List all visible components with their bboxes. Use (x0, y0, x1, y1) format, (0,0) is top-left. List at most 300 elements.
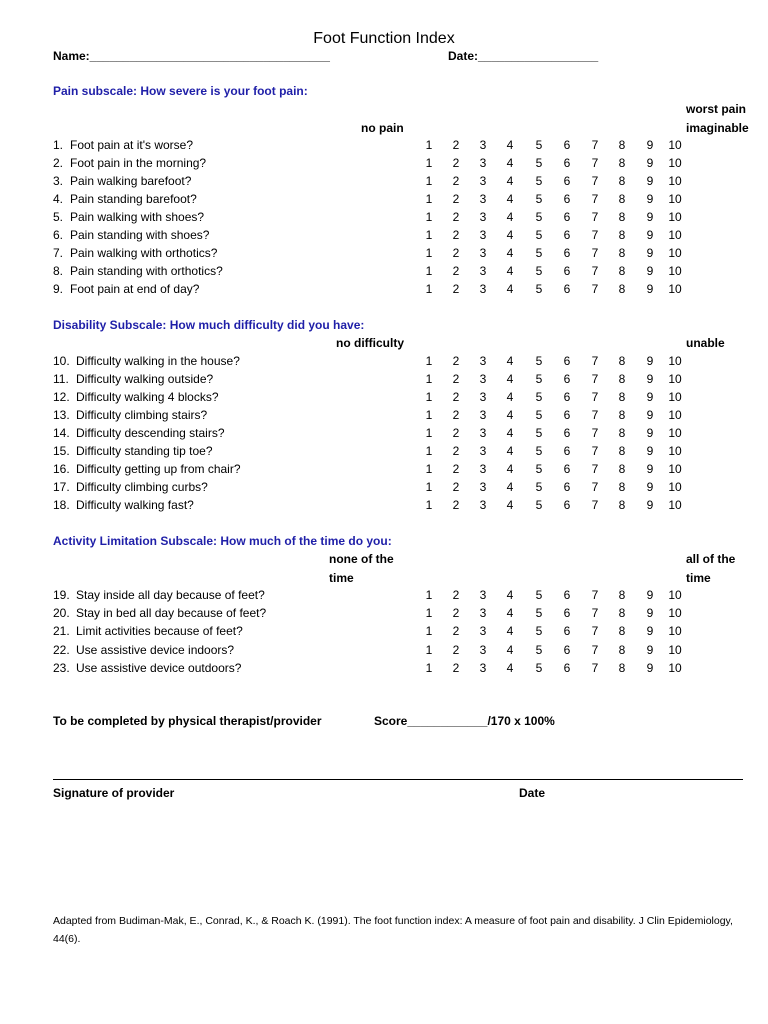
rating-option-4[interactable]: 4 (506, 390, 514, 404)
question-number: 9. (53, 282, 64, 296)
rating-option-1[interactable]: 1 (425, 498, 433, 512)
rating-option-1[interactable]: 1 (425, 174, 433, 188)
rating-option-2[interactable]: 2 (452, 498, 460, 512)
question-row (53, 208, 753, 226)
rating-option-6[interactable]: 6 (563, 210, 571, 224)
rating-option-6[interactable]: 6 (563, 264, 571, 278)
rating-option-7[interactable]: 7 (591, 372, 599, 386)
rating-option-6[interactable]: 6 (563, 156, 571, 170)
rating-option-1[interactable]: 1 (425, 354, 433, 368)
question-row (53, 442, 753, 460)
rating-option-10[interactable]: 10 (668, 480, 682, 494)
rating-option-9[interactable]: 9 (646, 408, 654, 422)
question-text: Pain standing barefoot? (70, 192, 197, 206)
rating-option-1[interactable]: 1 (425, 282, 433, 296)
rating-option-3[interactable]: 3 (479, 192, 487, 206)
rating-option-10[interactable]: 10 (668, 210, 682, 224)
question-text: Pain walking with orthotics? (70, 246, 218, 260)
rating-option-3[interactable]: 3 (479, 246, 487, 260)
rating-option-10[interactable]: 10 (668, 282, 682, 296)
rating-option-2[interactable]: 2 (452, 426, 460, 440)
rating-option-2[interactable]: 2 (452, 264, 460, 278)
rating-option-4[interactable]: 4 (506, 246, 514, 260)
rating-option-9[interactable]: 9 (646, 624, 654, 639)
rating-option-1[interactable]: 1 (425, 372, 433, 386)
question-text: Difficulty getting up from chair? (76, 462, 241, 476)
rating-option-1[interactable]: 1 (425, 228, 433, 242)
rating-option-2[interactable]: 2 (452, 246, 460, 260)
rating-option-7[interactable]: 7 (591, 246, 599, 260)
rating-option-1[interactable]: 1 (425, 246, 433, 260)
rating-option-3[interactable]: 3 (479, 372, 487, 386)
question-text: Foot pain at it's worse? (70, 138, 194, 152)
rating-option-10[interactable]: 10 (668, 408, 682, 422)
rating-option-7[interactable]: 7 (591, 408, 599, 422)
rating-option-6[interactable]: 6 (563, 354, 571, 368)
question-text: Foot pain at end of day? (70, 282, 200, 296)
rating-option-4[interactable]: 4 (506, 264, 514, 278)
rating-option-6[interactable]: 6 (563, 480, 571, 494)
rating-option-5[interactable]: 5 (535, 156, 543, 170)
rating-option-8[interactable]: 8 (618, 462, 626, 476)
rating-option-5[interactable]: 5 (535, 462, 543, 476)
rating-option-10[interactable]: 10 (668, 660, 682, 675)
question-row (53, 424, 753, 442)
question-row (53, 622, 753, 640)
activity-subscale-heading: Activity Limitation Subscale: How much of the time do you: (53, 534, 392, 548)
rating-option-9[interactable]: 9 (646, 246, 654, 260)
rating-option-9[interactable]: 9 (646, 444, 654, 458)
rating-option-4[interactable]: 4 (506, 354, 514, 368)
rating-option-4[interactable]: 4 (506, 480, 514, 494)
rating-option-3[interactable]: 3 (479, 480, 487, 494)
rating-option-7[interactable]: 7 (591, 444, 599, 458)
question-text: Use assistive device indoors? (76, 642, 235, 657)
rating-option-2[interactable]: 2 (452, 462, 460, 476)
question-text: Pain standing with orthotics? (70, 264, 223, 278)
question-row (53, 641, 753, 659)
rating-option-7[interactable]: 7 (591, 624, 599, 639)
rating-option-10[interactable]: 10 (668, 372, 682, 386)
rating-option-1[interactable]: 1 (425, 210, 433, 224)
rating-option-1[interactable]: 1 (425, 444, 433, 458)
rating-option-6[interactable]: 6 (563, 624, 571, 639)
question-text: Pain standing with shoes? (70, 228, 210, 242)
citation: Adapted from Budiman-Mak, E., Conrad, K., & Roach K. (1991). The foot function index: A measure of foot pain and disability. J Clin Epidemiology, 44(6). (53, 915, 733, 945)
rating-option-6[interactable]: 6 (563, 138, 571, 152)
rating-option-4[interactable]: 4 (506, 642, 514, 657)
rating-option-5[interactable]: 5 (535, 354, 543, 368)
question-row (53, 406, 753, 424)
question-number: 6. (53, 228, 64, 242)
question-row (53, 280, 753, 298)
rating-option-7[interactable]: 7 (591, 462, 599, 476)
question-number: 4. (53, 192, 64, 206)
rating-option-7[interactable]: 7 (591, 282, 599, 296)
rating-option-3[interactable]: 3 (479, 588, 487, 602)
rating-option-8[interactable]: 8 (618, 624, 626, 639)
rating-option-10[interactable]: 10 (668, 444, 682, 458)
rating-option-2[interactable]: 2 (452, 210, 460, 224)
rating-option-1[interactable]: 1 (425, 138, 433, 152)
question-number: 18. (53, 498, 70, 512)
rating-option-2[interactable]: 2 (452, 588, 460, 602)
rating-option-1[interactable]: 1 (425, 624, 433, 639)
rating-option-5[interactable]: 5 (535, 660, 543, 675)
rating-option-6[interactable]: 6 (563, 408, 571, 422)
rating-option-9[interactable]: 9 (646, 210, 654, 224)
rating-option-8[interactable]: 8 (618, 264, 626, 278)
rating-option-1[interactable]: 1 (425, 606, 433, 621)
rating-option-7[interactable]: 7 (591, 264, 599, 278)
rating-option-4[interactable]: 4 (506, 426, 514, 440)
question-text: Difficulty standing tip toe? (76, 444, 213, 458)
rating-option-9[interactable]: 9 (646, 606, 654, 621)
question-row (53, 478, 753, 496)
activity-high-anchor-line2: time (686, 571, 711, 585)
rating-option-4[interactable]: 4 (506, 174, 514, 188)
rating-option-3[interactable]: 3 (479, 228, 487, 242)
rating-option-7[interactable]: 7 (591, 480, 599, 494)
rating-option-2[interactable]: 2 (452, 282, 460, 296)
question-text: Difficulty climbing curbs? (76, 480, 208, 494)
rating-option-8[interactable]: 8 (618, 210, 626, 224)
rating-option-4[interactable]: 4 (506, 660, 514, 675)
question-number: 14. (53, 426, 70, 440)
question-text: Difficulty climbing stairs? (76, 408, 208, 422)
rating-option-1[interactable]: 1 (425, 426, 433, 440)
question-row (53, 172, 753, 190)
rating-option-8[interactable]: 8 (618, 408, 626, 422)
rating-option-6[interactable]: 6 (563, 606, 571, 621)
rating-option-8[interactable]: 8 (618, 192, 626, 206)
rating-option-9[interactable]: 9 (646, 588, 654, 602)
rating-option-9[interactable]: 9 (646, 354, 654, 368)
question-number: 16. (53, 462, 70, 476)
activity-high-anchor-line1: all of the (686, 552, 736, 566)
rating-option-7[interactable]: 7 (591, 588, 599, 602)
question-text: Difficulty walking in the house? (76, 354, 240, 368)
rating-option-5[interactable]: 5 (535, 138, 543, 152)
rating-option-3[interactable]: 3 (479, 642, 487, 657)
rating-option-4[interactable]: 4 (506, 156, 514, 170)
rating-option-3[interactable]: 3 (479, 138, 487, 152)
rating-option-9[interactable]: 9 (646, 660, 654, 675)
rating-option-3[interactable]: 3 (479, 606, 487, 621)
rating-option-7[interactable]: 7 (591, 660, 599, 675)
provider-instruction: To be completed by physical therapist/provider (53, 714, 322, 728)
rating-option-5[interactable]: 5 (535, 192, 543, 206)
rating-option-4[interactable]: 4 (506, 498, 514, 512)
rating-option-4[interactable]: 4 (506, 228, 514, 242)
rating-option-1[interactable]: 1 (425, 390, 433, 404)
rating-option-9[interactable]: 9 (646, 138, 654, 152)
rating-option-9[interactable]: 9 (646, 282, 654, 296)
signature-date-label: Date (519, 786, 546, 800)
rating-option-4[interactable]: 4 (506, 282, 514, 296)
rating-option-6[interactable]: 6 (563, 462, 571, 476)
rating-option-8[interactable]: 8 (618, 660, 626, 675)
rating-option-2[interactable]: 2 (452, 372, 460, 386)
rating-option-4[interactable]: 4 (506, 588, 514, 602)
rating-option-7[interactable]: 7 (591, 174, 599, 188)
rating-option-9[interactable]: 9 (646, 228, 654, 242)
rating-option-1[interactable]: 1 (425, 408, 433, 422)
rating-option-10[interactable]: 10 (668, 174, 682, 188)
rating-option-10[interactable]: 10 (668, 390, 682, 404)
rating-option-6[interactable]: 6 (563, 174, 571, 188)
page-title: Foot Function Index (313, 30, 455, 47)
rating-option-9[interactable]: 9 (646, 264, 654, 278)
rating-option-4[interactable]: 4 (506, 372, 514, 386)
rating-option-2[interactable]: 2 (452, 228, 460, 242)
rating-option-4[interactable]: 4 (506, 624, 514, 639)
question-row (53, 190, 753, 208)
rating-option-3[interactable]: 3 (479, 174, 487, 188)
name-field[interactable]: Name:____________________________________ (53, 49, 330, 63)
rating-option-10[interactable]: 10 (668, 624, 682, 639)
rating-option-5[interactable]: 5 (535, 642, 543, 657)
rating-option-1[interactable]: 1 (425, 660, 433, 675)
rating-option-5[interactable]: 5 (535, 426, 543, 440)
rating-option-8[interactable]: 8 (618, 444, 626, 458)
rating-option-3[interactable]: 3 (479, 210, 487, 224)
question-text: Difficulty walking 4 blocks? (76, 390, 219, 404)
rating-option-9[interactable]: 9 (646, 156, 654, 170)
rating-option-6[interactable]: 6 (563, 192, 571, 206)
rating-option-6[interactable]: 6 (563, 588, 571, 602)
rating-option-3[interactable]: 3 (479, 498, 487, 512)
rating-option-4[interactable]: 4 (506, 408, 514, 422)
rating-option-6[interactable]: 6 (563, 390, 571, 404)
rating-option-9[interactable]: 9 (646, 642, 654, 657)
rating-option-8[interactable]: 8 (618, 138, 626, 152)
rating-option-6[interactable]: 6 (563, 642, 571, 657)
rating-option-10[interactable]: 10 (668, 156, 682, 170)
rating-option-9[interactable]: 9 (646, 462, 654, 476)
rating-option-9[interactable]: 9 (646, 426, 654, 440)
question-row (53, 460, 753, 478)
rating-option-10[interactable]: 10 (668, 246, 682, 260)
rating-option-8[interactable]: 8 (618, 606, 626, 621)
question-row (53, 604, 753, 622)
date-field[interactable]: Date:__________________ (448, 49, 599, 63)
question-row (53, 352, 753, 370)
question-text: Pain walking with shoes? (70, 210, 205, 224)
question-number: 11. (53, 372, 69, 386)
question-number: 7. (53, 246, 64, 260)
rating-option-5[interactable]: 5 (535, 444, 543, 458)
rating-option-4[interactable]: 4 (506, 138, 514, 152)
question-row (53, 496, 753, 514)
rating-option-5[interactable]: 5 (535, 588, 543, 602)
rating-option-2[interactable]: 2 (452, 156, 460, 170)
rating-option-7[interactable]: 7 (591, 228, 599, 242)
rating-option-10[interactable]: 10 (668, 462, 682, 476)
rating-option-5[interactable]: 5 (535, 282, 543, 296)
rating-option-3[interactable]: 3 (479, 264, 487, 278)
rating-option-8[interactable]: 8 (618, 282, 626, 296)
rating-option-3[interactable]: 3 (479, 624, 487, 639)
rating-option-8[interactable]: 8 (618, 642, 626, 657)
rating-option-2[interactable]: 2 (452, 660, 460, 675)
rating-option-9[interactable]: 9 (646, 480, 654, 494)
rating-option-9[interactable]: 9 (646, 174, 654, 188)
rating-option-10[interactable]: 10 (668, 264, 682, 278)
rating-option-5[interactable]: 5 (535, 606, 543, 621)
disability-high-anchor: unable (686, 336, 725, 350)
rating-option-4[interactable]: 4 (506, 192, 514, 206)
rating-option-2[interactable]: 2 (452, 624, 460, 639)
rating-option-2[interactable]: 2 (452, 174, 460, 188)
rating-option-8[interactable]: 8 (618, 498, 626, 512)
question-number: 12. (53, 390, 70, 404)
rating-option-7[interactable]: 7 (591, 606, 599, 621)
rating-option-9[interactable]: 9 (646, 372, 654, 386)
rating-option-7[interactable]: 7 (591, 192, 599, 206)
rating-option-3[interactable]: 3 (479, 444, 487, 458)
rating-option-1[interactable]: 1 (425, 588, 433, 602)
rating-option-10[interactable]: 10 (668, 138, 682, 152)
question-number: 21. (53, 624, 70, 639)
rating-option-3[interactable]: 3 (479, 390, 487, 404)
rating-option-7[interactable]: 7 (591, 156, 599, 170)
rating-option-8[interactable]: 8 (618, 426, 626, 440)
rating-option-10[interactable]: 10 (668, 354, 682, 368)
question-text: Foot pain in the morning? (70, 156, 207, 170)
rating-option-10[interactable]: 10 (668, 642, 682, 657)
rating-option-1[interactable]: 1 (425, 192, 433, 206)
rating-option-2[interactable]: 2 (452, 138, 460, 152)
rating-option-7[interactable]: 7 (591, 426, 599, 440)
question-number: 17. (53, 480, 70, 494)
rating-option-6[interactable]: 6 (563, 246, 571, 260)
question-text: Stay inside all day because of feet? (76, 588, 265, 602)
rating-option-7[interactable]: 7 (591, 138, 599, 152)
rating-option-7[interactable]: 7 (591, 642, 599, 657)
rating-option-7[interactable]: 7 (591, 354, 599, 368)
rating-option-7[interactable]: 7 (591, 210, 599, 224)
rating-option-5[interactable]: 5 (535, 210, 543, 224)
rating-option-2[interactable]: 2 (452, 642, 460, 657)
rating-option-4[interactable]: 4 (506, 444, 514, 458)
rating-option-1[interactable]: 1 (425, 642, 433, 657)
rating-option-2[interactable]: 2 (452, 408, 460, 422)
question-row (53, 388, 753, 406)
rating-option-3[interactable]: 3 (479, 354, 487, 368)
rating-option-4[interactable]: 4 (506, 462, 514, 476)
question-number: 3. (53, 174, 64, 188)
rating-option-5[interactable]: 5 (535, 264, 543, 278)
question-text: Difficulty descending stairs? (76, 426, 225, 440)
rating-option-10[interactable]: 10 (668, 498, 682, 512)
score-field[interactable]: Score____________/170 x 100% (374, 714, 555, 728)
rating-option-4[interactable]: 4 (506, 606, 514, 621)
rating-option-10[interactable]: 10 (668, 588, 682, 602)
question-row (53, 659, 753, 677)
rating-option-8[interactable]: 8 (618, 354, 626, 368)
rating-option-10[interactable]: 10 (668, 192, 682, 206)
rating-option-5[interactable]: 5 (535, 480, 543, 494)
rating-option-6[interactable]: 6 (563, 426, 571, 440)
question-row (53, 244, 753, 262)
rating-option-6[interactable]: 6 (563, 282, 571, 296)
rating-option-5[interactable]: 5 (535, 624, 543, 639)
pain-high-anchor-line2: imaginable (686, 121, 749, 135)
rating-option-6[interactable]: 6 (563, 228, 571, 242)
rating-option-9[interactable]: 9 (646, 498, 654, 512)
rating-option-10[interactable]: 10 (668, 228, 682, 242)
rating-option-10[interactable]: 10 (668, 426, 682, 440)
rating-option-7[interactable]: 7 (591, 390, 599, 404)
rating-option-1[interactable]: 1 (425, 156, 433, 170)
rating-option-5[interactable]: 5 (535, 174, 543, 188)
rating-option-8[interactable]: 8 (618, 174, 626, 188)
rating-option-4[interactable]: 4 (506, 210, 514, 224)
question-text: Difficulty walking outside? (76, 372, 214, 386)
rating-option-2[interactable]: 2 (452, 354, 460, 368)
rating-option-3[interactable]: 3 (479, 408, 487, 422)
rating-option-8[interactable]: 8 (618, 480, 626, 494)
question-row (53, 136, 753, 154)
question-number: 5. (53, 210, 64, 224)
rating-option-1[interactable]: 1 (425, 264, 433, 278)
rating-option-5[interactable]: 5 (535, 246, 543, 260)
rating-option-5[interactable]: 5 (535, 498, 543, 512)
rating-option-2[interactable]: 2 (452, 606, 460, 621)
rating-option-3[interactable]: 3 (479, 426, 487, 440)
rating-option-3[interactable]: 3 (479, 462, 487, 476)
signature-line[interactable] (53, 779, 743, 780)
rating-option-8[interactable]: 8 (618, 228, 626, 242)
rating-option-5[interactable]: 5 (535, 390, 543, 404)
rating-option-6[interactable]: 6 (563, 660, 571, 675)
question-row (53, 226, 753, 244)
rating-option-2[interactable]: 2 (452, 192, 460, 206)
rating-option-2[interactable]: 2 (452, 480, 460, 494)
rating-option-3[interactable]: 3 (479, 660, 487, 675)
rating-option-9[interactable]: 9 (646, 390, 654, 404)
question-number: 23. (53, 660, 70, 675)
pain-subscale-heading: Pain subscale: How severe is your foot pain: (53, 84, 308, 98)
rating-option-6[interactable]: 6 (563, 498, 571, 512)
rating-option-2[interactable]: 2 (452, 390, 460, 404)
rating-option-1[interactable]: 1 (425, 480, 433, 494)
rating-option-9[interactable]: 9 (646, 192, 654, 206)
rating-option-2[interactable]: 2 (452, 444, 460, 458)
rating-option-8[interactable]: 8 (618, 246, 626, 260)
rating-option-5[interactable]: 5 (535, 372, 543, 386)
question-number: 2. (53, 156, 64, 170)
rating-option-3[interactable]: 3 (479, 282, 487, 296)
rating-option-5[interactable]: 5 (535, 408, 543, 422)
question-number: 13. (53, 408, 70, 422)
signature-label: Signature of provider (53, 786, 175, 800)
rating-option-6[interactable]: 6 (563, 372, 571, 386)
rating-option-8[interactable]: 8 (618, 372, 626, 386)
rating-option-8[interactable]: 8 (618, 588, 626, 602)
question-number: 10. (53, 354, 70, 368)
rating-option-5[interactable]: 5 (535, 228, 543, 242)
question-text: Pain walking barefoot? (70, 174, 192, 188)
rating-option-1[interactable]: 1 (425, 462, 433, 476)
rating-option-6[interactable]: 6 (563, 444, 571, 458)
rating-option-3[interactable]: 3 (479, 156, 487, 170)
rating-option-8[interactable]: 8 (618, 390, 626, 404)
rating-option-7[interactable]: 7 (591, 498, 599, 512)
rating-option-10[interactable]: 10 (668, 606, 682, 621)
rating-option-8[interactable]: 8 (618, 156, 626, 170)
